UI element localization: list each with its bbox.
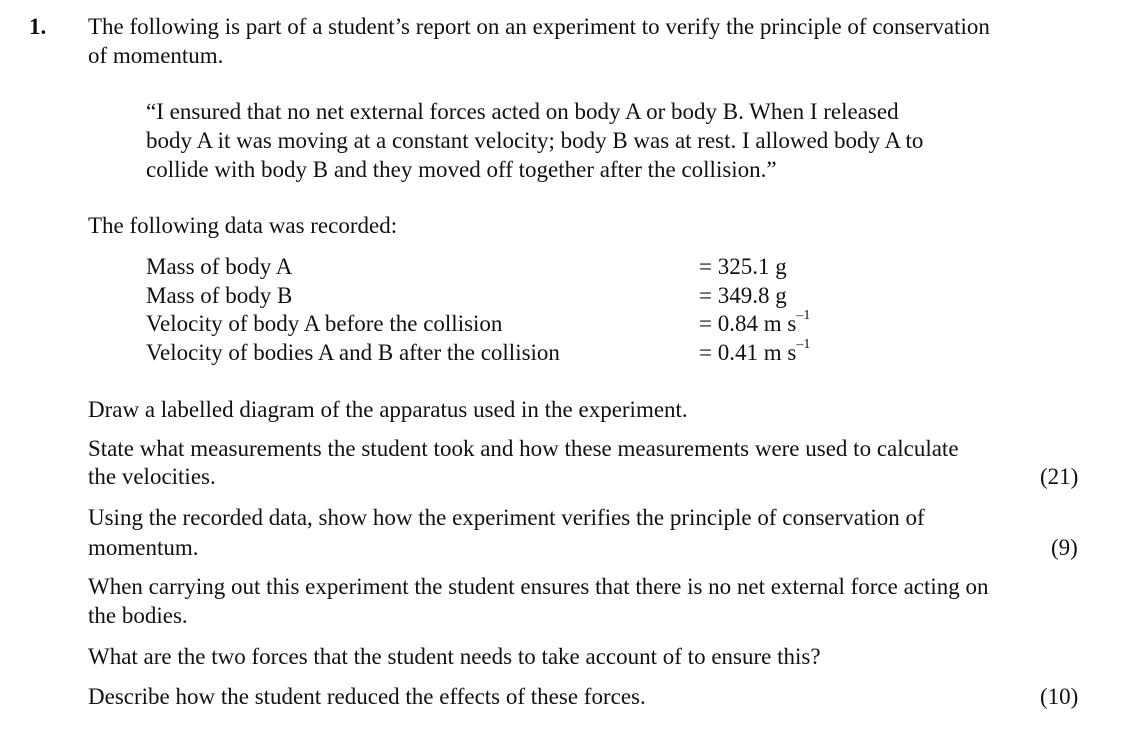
part-using-line-2: momentum.	[88, 535, 199, 560]
data-label-velocity-after: Velocity of bodies A and B after the collision	[146, 340, 560, 365]
data-value-velocity-after-text: = 0.41 m s	[699, 340, 797, 365]
data-value-velocity-before-exponent: –1	[796, 308, 811, 324]
marks-21: (21)	[1040, 464, 1079, 489]
data-label-mass-a: Mass of body A	[146, 254, 293, 279]
part-draw-diagram: Draw a labelled diagram of the apparatus used in the experiment.	[88, 397, 688, 422]
part-state-line-1: State what measurements the student took and how these measurements were used to calculate	[88, 436, 959, 461]
data-label-velocity-before: Velocity of body A before the collision	[146, 311, 503, 336]
data-value-mass-b: = 349.8 g	[699, 283, 787, 308]
data-value-velocity-before	[699, 309, 810, 338]
data-value-velocity-before-text: = 0.84 m s	[699, 311, 797, 336]
part-two-forces: What are the two forces that the student needs to take account of to ensure this?	[88, 644, 821, 669]
quote-line-1: “I ensured that no net external forces acted on body A or body B. When I released	[146, 99, 899, 124]
recorded-data-heading: The following data was recorded:	[88, 213, 398, 238]
quote-line-2: body A it was moving at a constant velocity; body B was at rest. I allowed body A to	[146, 128, 924, 153]
part-using-line-1: Using the recorded data, show how the experiment verifies the principle of conservation of	[88, 505, 925, 530]
data-label-mass-b: Mass of body B	[146, 283, 293, 308]
marks-9: (9)	[1051, 535, 1078, 560]
part-when-line-1: When carrying out this experiment the student ensures that there is no net external force acting on	[88, 574, 989, 599]
data-value-velocity-after	[699, 338, 810, 367]
student-report-quote	[146, 97, 1022, 184]
quote-line-3: collide with body B and they moved off together after the collision.”	[146, 157, 777, 182]
part-when-line-2: the bodies.	[88, 603, 188, 628]
intro-line-2: of momentum.	[88, 43, 224, 68]
question-number: 1.	[29, 14, 47, 39]
part-state-line-2: the velocities.	[88, 464, 216, 489]
data-value-velocity-after-exponent: –1	[796, 337, 811, 353]
data-value-mass-a: = 325.1 g	[699, 254, 787, 279]
intro-line-1: The following is part of a student’s report on an experiment to verify the principle of conservation	[88, 14, 990, 39]
part-describe: Describe how the student reduced the effects of these forces.	[88, 684, 646, 709]
marks-10: (10)	[1040, 684, 1079, 709]
